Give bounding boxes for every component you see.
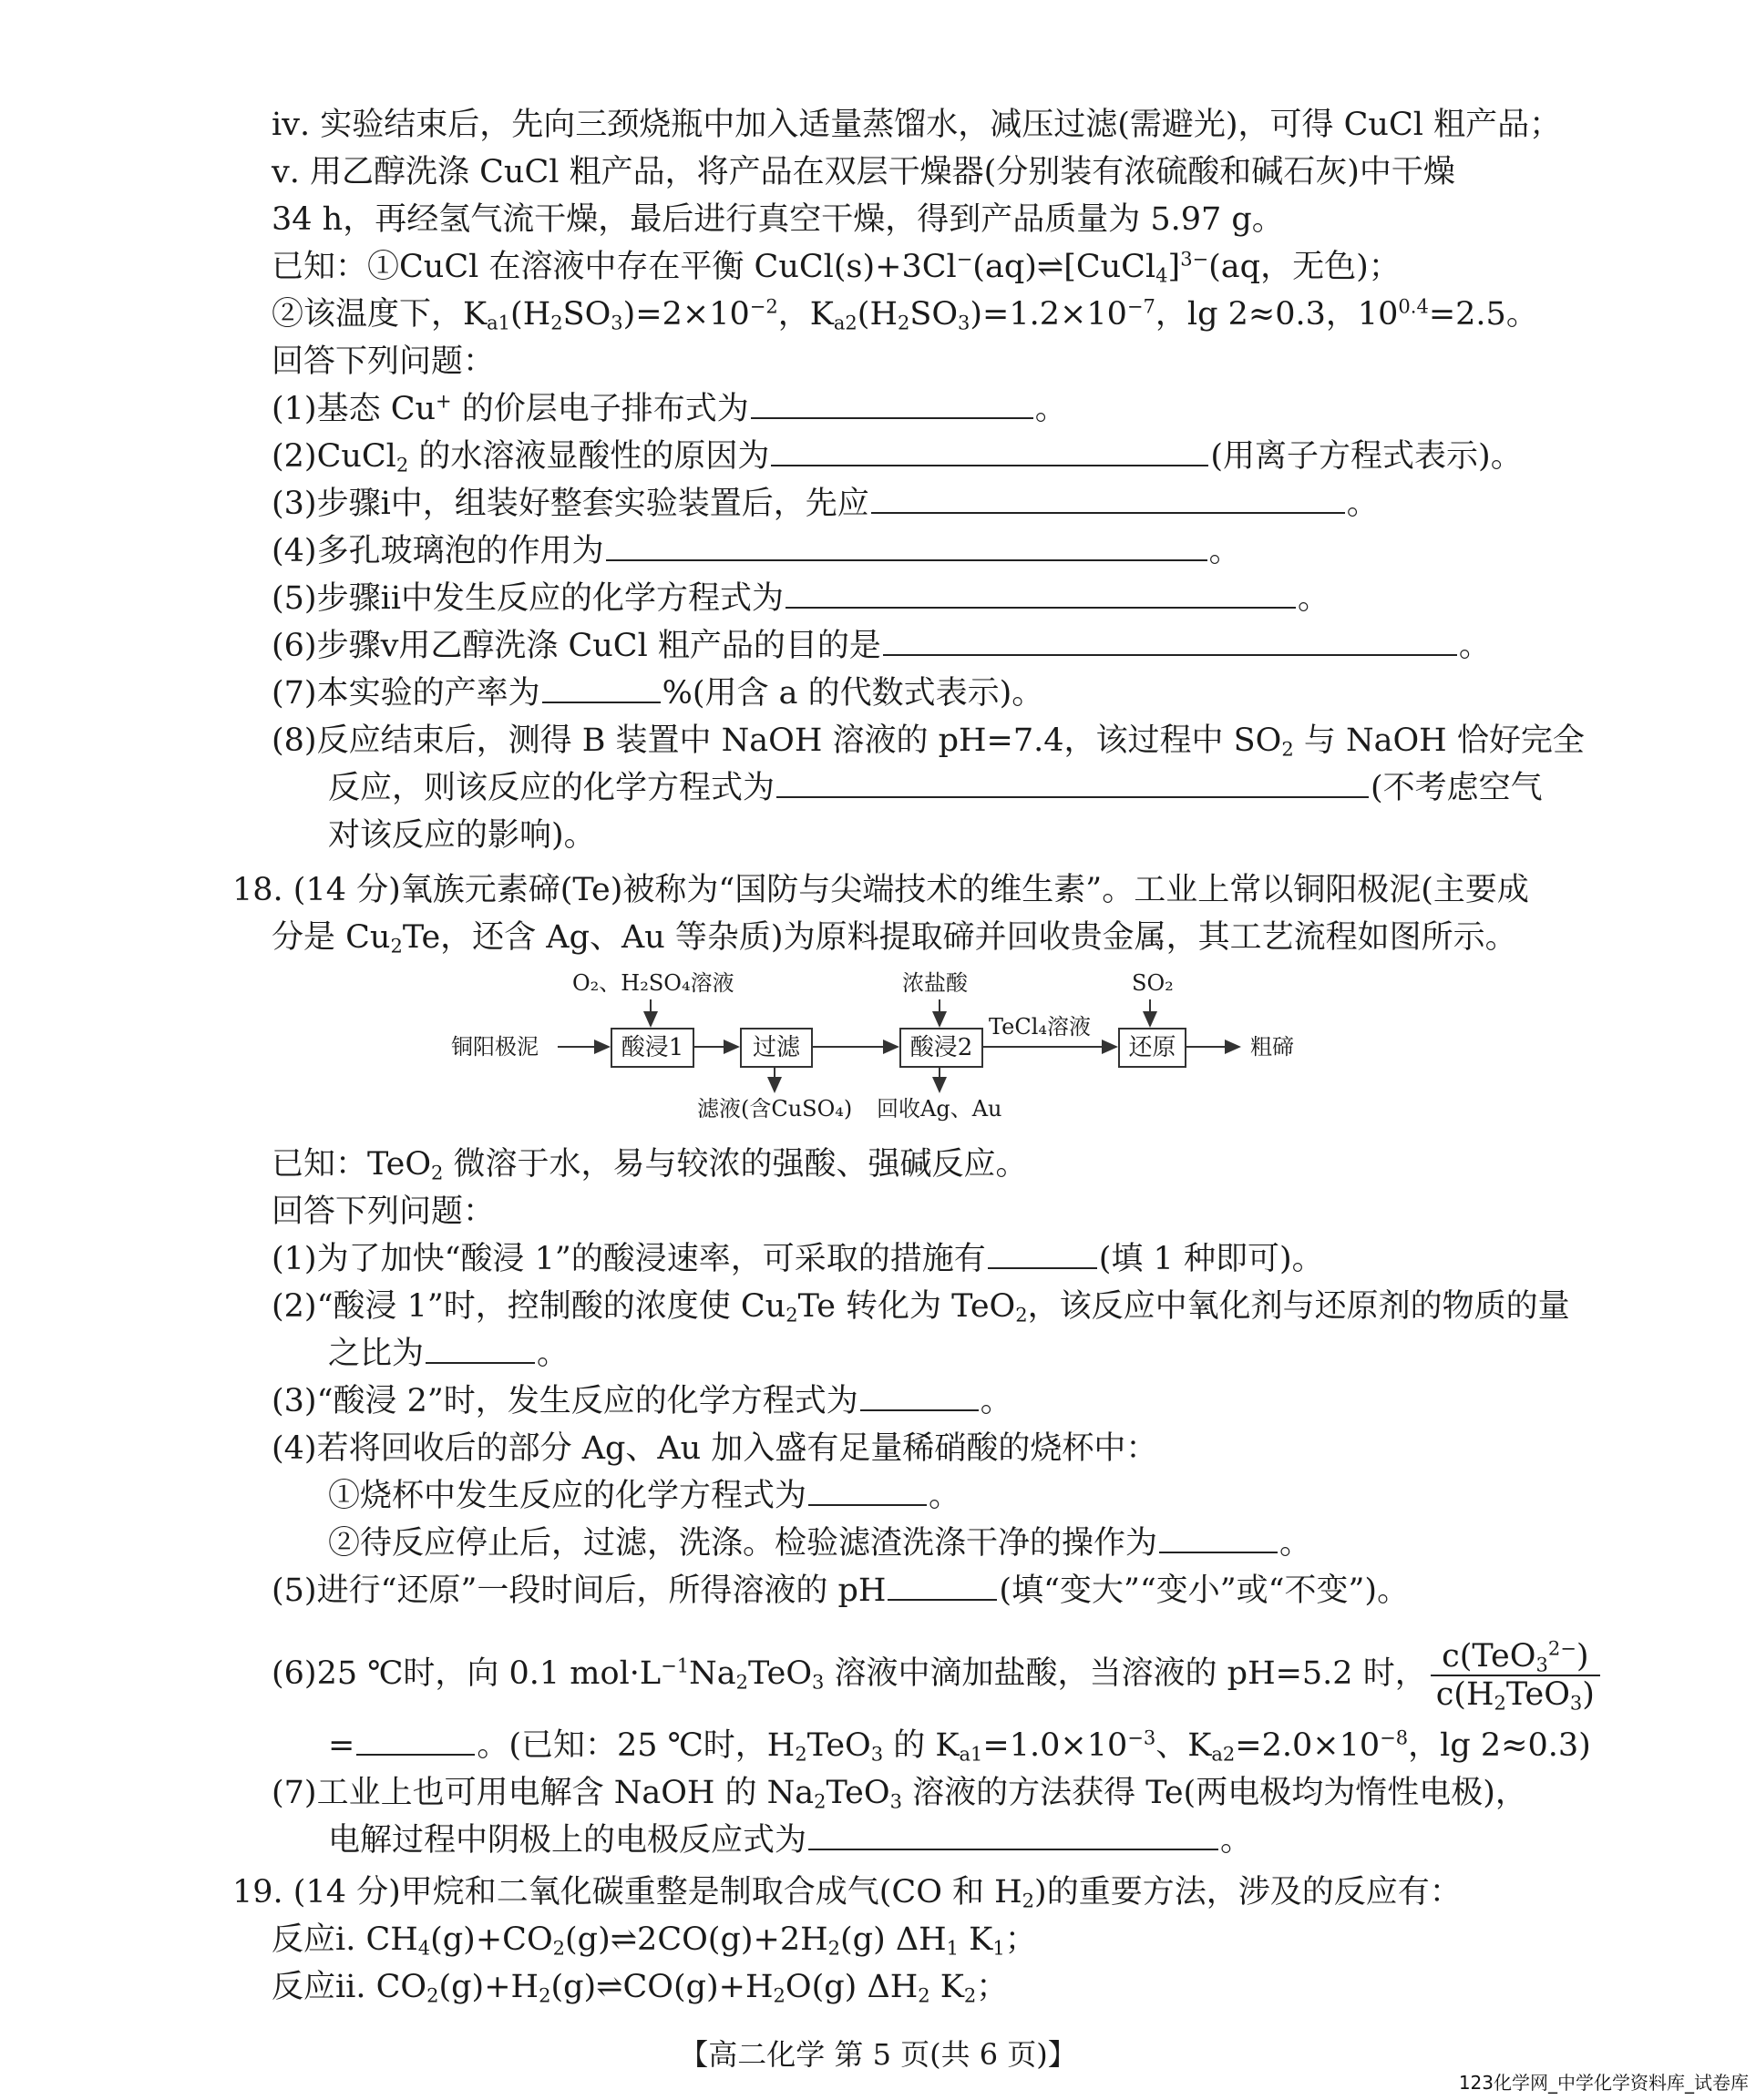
question-18-5: (5)进行“还原”一段时间后，所得溶液的 pH (填“变大”“变小”或“不变”)。 [272, 1572, 1410, 1609]
flow-reagent-1: O₂、H₂SO₄溶液 [572, 970, 734, 996]
answer-blank[interactable] [888, 1572, 997, 1601]
flow-end-label: 粗碲 [1250, 1034, 1294, 1060]
question-17-8-cont: 反应，则该反应的化学方程式为 (不考虑空气 [328, 770, 1543, 806]
flow-reagent-3: 浓盐酸 [902, 970, 968, 996]
text-line: 34 h，再经氢气流干燥，最后进行真空干燥，得到产品质量为 5.97 g。 [272, 201, 1284, 238]
known-condition-2: ②该温度下，$K_{a1}(H_2SO_3)=2\times 10^{-2}$，$K_{a2}(H_2SO_3)=1.2\times 10^{-7}$，lg 2≈0.3，$10^{0.4}=2.5$。 [272, 295, 1538, 334]
answer-blank[interactable] [356, 1726, 475, 1756]
question-19-stem: 19. (14 分)甲烷和二氧化碳重整是制取合成气(CO 和 $H_2$)的重要方法，涉及的反应有： [232, 1874, 1462, 1912]
text-line: 回答下列问题： [272, 1193, 496, 1230]
question-17-6: (6)步骤ⅴ用乙醇洗涤 CuCl 粗产品的目的是 。 [272, 628, 1491, 664]
flow-box-filter: 过滤 [740, 1028, 813, 1068]
answer-blank[interactable] [1159, 1524, 1278, 1553]
question-17-4: (4)多孔玻璃泡的作用为 。 [272, 533, 1241, 569]
flow-start-label: 铜阳极泥 [451, 1034, 539, 1060]
question-18-2: (2)“酸浸 1”时，控制酸的浓度使 $Cu_2Te$ 转化为 TeO$_2$，该反应中氧化剂与还原剂的物质的量 [272, 1288, 1570, 1327]
reaction-2: 反应ⅱ. $CO_2(g)+H_2(g)\rightleftharpoons CO(g)+H_2O(g)$ $\Delta H_2$ $K_2$； [272, 1969, 1009, 2007]
question-18-4: (4)若将回收后的部分 Ag、Au 加入盛有足量稀硝酸的烧杯中： [272, 1430, 1158, 1467]
known-condition-1: 已知：①CuCl 在溶液中存在平衡 CuCl(s)+3Cl−(aq)⇌[CuCl$_4$]$^{3-}$(aq，无色)； [272, 248, 1401, 287]
question-18-stem: 分是 $Cu_2Te$，还含 Ag、Au 等杂质)为原料提取碲并回收贵金属，其工艺流程如图所示。 [272, 919, 1517, 958]
question-18-known: 已知：TeO$_2$ 微溶于水，易与较浓的强酸、强碱反应。 [272, 1146, 1028, 1184]
flow-box-acid-leach-2: 酸浸2 [899, 1028, 983, 1068]
flow-reagent-4: SO₂ [1132, 970, 1174, 996]
question-18-6-cont: = 。(已知：25 ℃时，$H_2TeO_3$ 的 $K_{a1}=1.0\times 10^{-3}$、$K_{a2}=2.0\times 10^{-8}$，lg 2≈0.3) [328, 1726, 1591, 1766]
text-line: ⅳ. 实验结束后，先向三颈烧瓶中加入适量蒸馏水，减压过滤(需避光)，可得 CuCl 粗产品； [272, 107, 1562, 143]
question-18-3: (3)“酸浸 2”时，发生反应的化学方程式为 。 [272, 1383, 1012, 1419]
question-17-8-cont: 对该反应的影响)。 [328, 817, 596, 854]
question-18-6: (6)25 ℃时，向 0.1 $mol\cdot L^{-1}Na_2TeO_3$ 溶液中滴加盐酸，当溶液的 pH=5.2 时， $\frac{c(TeO_3^{2-})}{c(H_2TeO_3)}$ [272, 1634, 1604, 1714]
question-18-1: (1)为了加快“酸浸 1”的酸浸速率，可采取的措施有 (填 1 种即可)。 [272, 1241, 1324, 1277]
flow-box-acid-leach-1: 酸浸1 [611, 1028, 694, 1068]
flow-box-reduce: 还原 [1118, 1028, 1186, 1068]
question-17-7: (7)本实验的产率为 %(用含 a 的代数式表示)。 [272, 675, 1044, 712]
answer-blank[interactable] [860, 1382, 979, 1411]
concentration-ratio-fraction: $\frac{c(TeO_3^{2-})}{c(H_2TeO_3)}$ [1431, 1638, 1600, 1713]
question-18-7: (7)工业上也可用电解含 NaOH 的 $Na_2TeO_3$ 溶液的方法获得 Te(两电极均为惰性电极)， [272, 1775, 1527, 1813]
text-line: ⅴ. 用乙醇洗涤 CuCl 粗产品，将产品在双层干燥器(分别装有浓硫酸和碱石灰)中干燥 [272, 154, 1455, 190]
flow-filtrate-label: 滤液(含CuSO₄) [697, 1096, 853, 1122]
question-18-4-2: ②待反应停止后，过滤，洗涤。检验滤渣洗涤干净的操作为 。 [328, 1525, 1312, 1562]
question-18-2-cont: 之比为 。 [328, 1336, 570, 1372]
question-18-4-1: ①烧杯中发生反应的化学方程式为 。 [328, 1478, 961, 1514]
flow-recover-label: 回收Ag、Au [877, 1096, 1002, 1122]
question-17-1: (1)基态 Cu+ 的价层电子排布式为 。 [272, 390, 1067, 427]
answer-blank[interactable] [426, 1335, 535, 1364]
question-18-7-cont: 电解过程中阴极上的电极反应式为 。 [328, 1822, 1253, 1859]
answer-blank[interactable] [808, 1477, 927, 1506]
question-18-stem: 18. (14 分)氧族元素碲(Te)被称为“国防与尖端技术的维生素”。工业上常以铜阳极泥(主要成 [232, 872, 1529, 908]
text-line: 回答下列问题： [272, 343, 496, 380]
flow-mid-label: TeCl₄溶液 [989, 1014, 1092, 1040]
question-17-3: (3)步骤ⅰ中，组装好整套实验装置后，先应 。 [272, 486, 1379, 522]
reaction-1: 反应ⅰ. $CH_4(g)+CO_2(g)\rightleftharpoons 2CO(g)+2H_2(g)$ $\Delta H_1$ $K_1$； [272, 1921, 1037, 1960]
page-footer: 【高二化学 第 5 页(共 6 页)】 [679, 2037, 1077, 2072]
question-17-8: (8)反应结束后，测得 B 装置中 NaOH 溶液的 pH=7.4，该过程中 $SO_2$ 与 NaOH 恰好完全 [272, 722, 1585, 761]
answer-blank[interactable] [988, 1240, 1097, 1269]
source-watermark: 123化学网_中学化学资料库_试卷库 [1458, 2072, 1749, 2094]
answer-blank[interactable] [808, 1821, 1218, 1850]
question-17-5: (5)步骤ⅱ中发生反应的化学方程式为 。 [272, 580, 1330, 617]
question-17-2: (2)CuCl$_2$ 的水溶液显酸性的原因为 (用离子方程式表示)。 [272, 438, 1523, 476]
